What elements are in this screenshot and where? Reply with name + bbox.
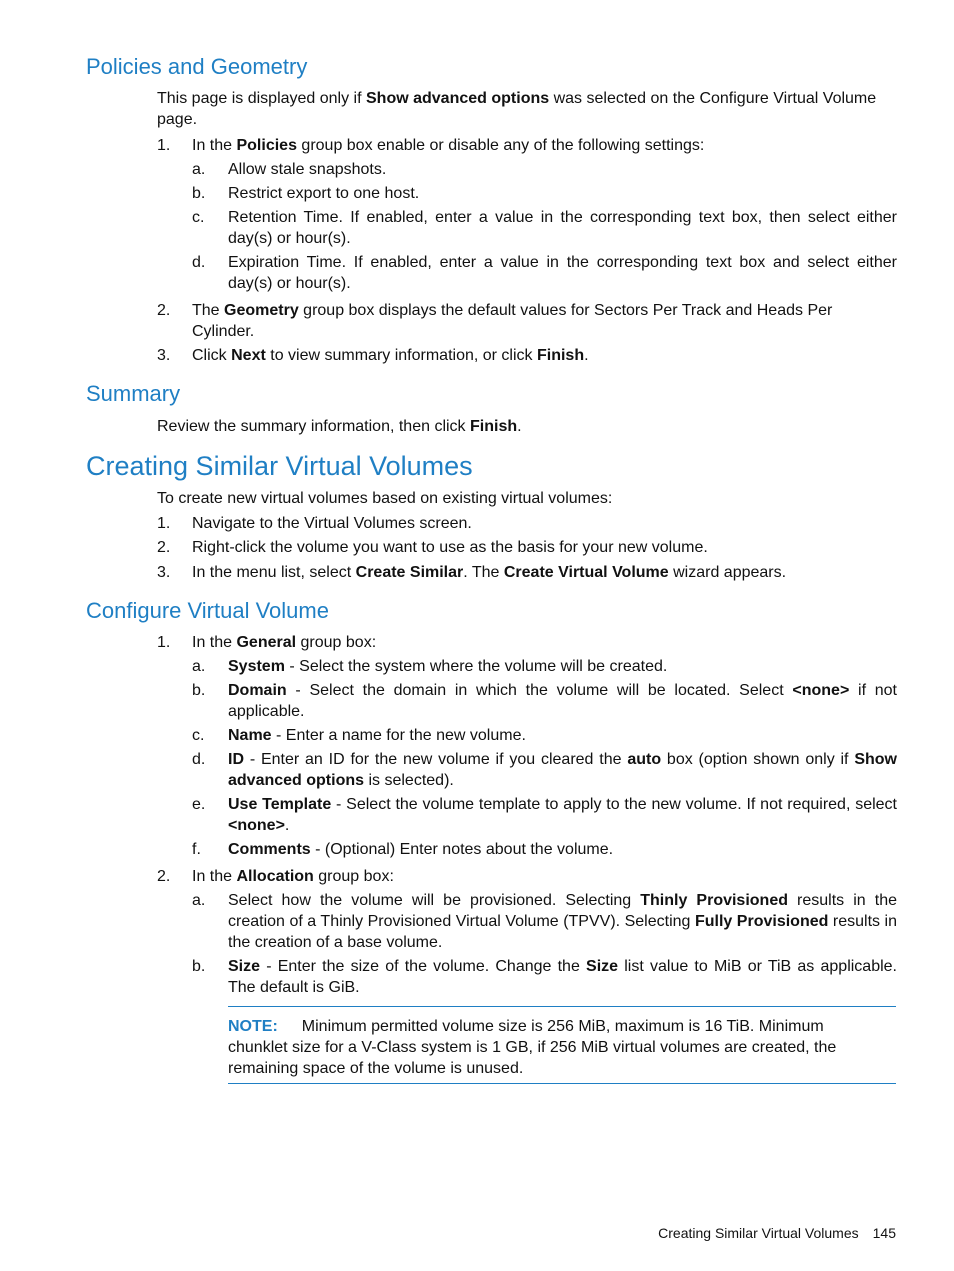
list-item: 2. In the Allocation group box: xyxy=(157,868,394,885)
sub-list-item: c. Name - Enter a name for the new volume. xyxy=(192,727,526,744)
note-label: NOTE: xyxy=(228,1018,278,1035)
sub-list-item: b. Domain - Select the domain in which the volume will be located. Select <none> if not applicable. xyxy=(192,682,897,720)
list-item: 2. The Geometry group box displays the default values for Sectors Per Track and Heads Per Cylinder. xyxy=(157,302,833,340)
note-box xyxy=(228,1006,896,1084)
sub-list-item: d. Expiration Time. If enabled, enter a value in the corresponding text box and select either day(s) or hour(s). xyxy=(192,254,897,292)
list-item: 1. In the Policies group box enable or disable any of the following settings: xyxy=(157,137,705,154)
paragraph: Review the summary information, then click Finish. xyxy=(157,418,522,435)
page-footer xyxy=(658,1223,896,1244)
sub-list-item: b. Restrict export to one host. xyxy=(192,185,420,202)
list-item: 3. In the menu list, select Create Similar. The Create Virtual Volume wizard appears. xyxy=(157,564,787,581)
list-item: 2. Right-click the volume you want to use as the basis for your new volume. xyxy=(157,539,708,556)
sub-list-item: a. Select how the volume will be provisioned. Selecting Thinly Provisioned results in the creation of a Thinly Provisioned Virtual Volume (TPVV). Selecting Fully Provisioned results in the creation of a base volume. xyxy=(192,892,898,951)
sub-list-item: a. System - Select the system where the volume will be created. xyxy=(192,658,668,675)
list-item: 1. In the General group box: xyxy=(157,634,377,651)
list-item: 3. Click Next to view summary information, or click Finish. xyxy=(157,347,589,364)
paragraph: This page is displayed only if Show advanced options was selected on the Configure Virtual Volume page. xyxy=(157,90,877,128)
list-item: 1. Navigate to the Virtual Volumes screen. xyxy=(157,515,472,532)
sub-list-item: e. Use Template - Select the volume template to apply to the new volume. If not required, select <none>. xyxy=(192,796,897,834)
sub-list-item: f. Comments - (Optional) Enter notes about the volume. xyxy=(192,841,614,858)
section-heading-policies-geometry: Policies and Geometry xyxy=(86,54,308,79)
sub-list-item: a. Allow stale snapshots. xyxy=(192,161,387,178)
paragraph: To create new virtual volumes based on existing virtual volumes: xyxy=(157,490,613,507)
sub-list-item: b. Size - Enter the size of the volume. Change the Size list value to MiB or TiB as applicable. The default is GiB. xyxy=(192,958,897,996)
sub-list-item: c. Retention Time. If enabled, enter a value in the corresponding text box, then select either day(s) or hour(s). xyxy=(192,209,897,247)
sub-list-item: d. ID - Enter an ID for the new volume if you cleared the auto box (option shown only if Show advanced options is selected). xyxy=(192,751,897,789)
chapter-heading: Creating Similar Virtual Volumes xyxy=(86,451,473,481)
section-heading-configure: Configure Virtual Volume xyxy=(86,598,329,623)
note-text: Minimum permitted volume size is 256 MiB, maximum is 16 TiB. Minimum chunklet size for a V-Class system is 1 GB, if 256 MiB virtual volumes are created, the remaining space of the volume is unused. xyxy=(228,1018,837,1077)
section-heading-summary: Summary xyxy=(86,381,181,406)
footer-title: Creating Similar Virtual Volumes xyxy=(658,1225,859,1241)
page-number: 145 xyxy=(872,1225,896,1241)
